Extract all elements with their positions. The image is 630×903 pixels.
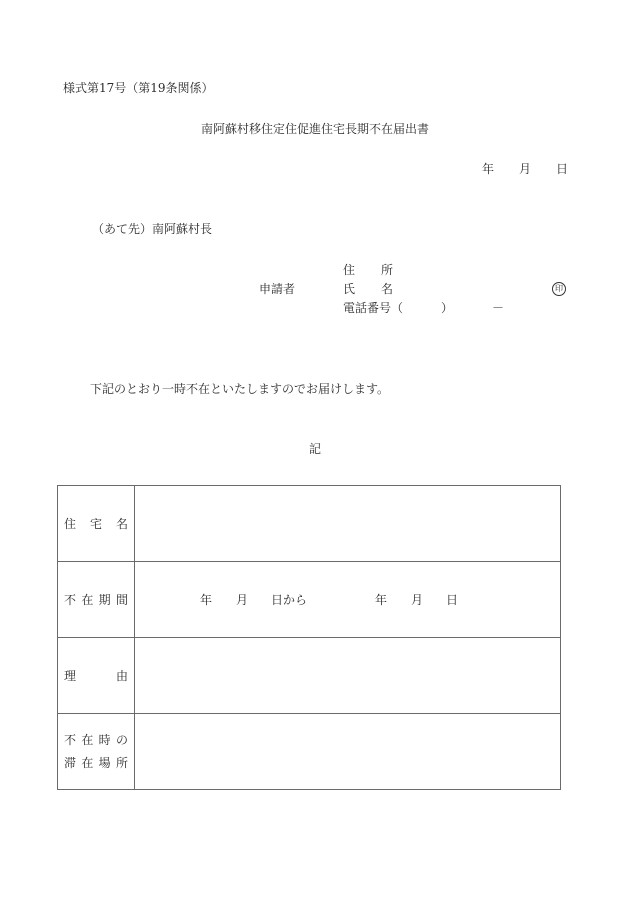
table-row-residence xyxy=(58,486,561,562)
absence-period-field[interactable] xyxy=(135,562,561,638)
date-day-label: 日 xyxy=(556,162,569,176)
absence-form-table xyxy=(57,485,561,790)
document-title: 南阿蘇村移住定住促進住宅長期不在届出書 xyxy=(200,122,429,136)
form-number: 様式第17号（第19条関係） xyxy=(63,81,214,95)
name-label: 氏 名 xyxy=(343,282,394,296)
ki-heading: 記 xyxy=(308,442,321,456)
date-month-label: 月 xyxy=(519,162,532,176)
date-year-label: 年 xyxy=(482,162,495,176)
notice-text: 下記のとおり一時不在といたしますのでお届けします。 xyxy=(90,382,390,396)
from-month-label: 月 xyxy=(236,593,249,607)
from-year-label: 年 xyxy=(200,593,213,607)
table-row-period xyxy=(58,562,561,638)
to-month-label: 月 xyxy=(411,593,424,607)
seal-mark: 印 xyxy=(552,282,566,296)
phone-close-paren: ） xyxy=(441,301,454,315)
reason-field[interactable] xyxy=(135,638,561,714)
stay-location-field[interactable] xyxy=(135,714,561,790)
table-row-reason xyxy=(58,638,561,714)
from-day-label: 日から xyxy=(271,593,308,607)
residence-name-label: 住 宅 名 xyxy=(58,486,135,562)
table-row-stay-location xyxy=(58,714,561,790)
phone-dash: － xyxy=(492,301,505,315)
residence-name-field[interactable] xyxy=(135,486,561,562)
applicant-label: 申請者 xyxy=(259,282,296,296)
reason-label: 理 由 xyxy=(58,638,135,714)
stay-location-label: 不 在 時 の 滞 在 場 所 xyxy=(58,714,135,790)
to-day-label: 日 xyxy=(446,593,459,607)
address-label: 住 所 xyxy=(343,263,394,277)
absence-period-label: 不 在 期 間 xyxy=(58,562,135,638)
phone-label: 電話番号（ xyxy=(343,301,404,315)
addressee: （あて先）南阿蘇村長 xyxy=(92,222,213,236)
to-year-label: 年 xyxy=(375,593,388,607)
